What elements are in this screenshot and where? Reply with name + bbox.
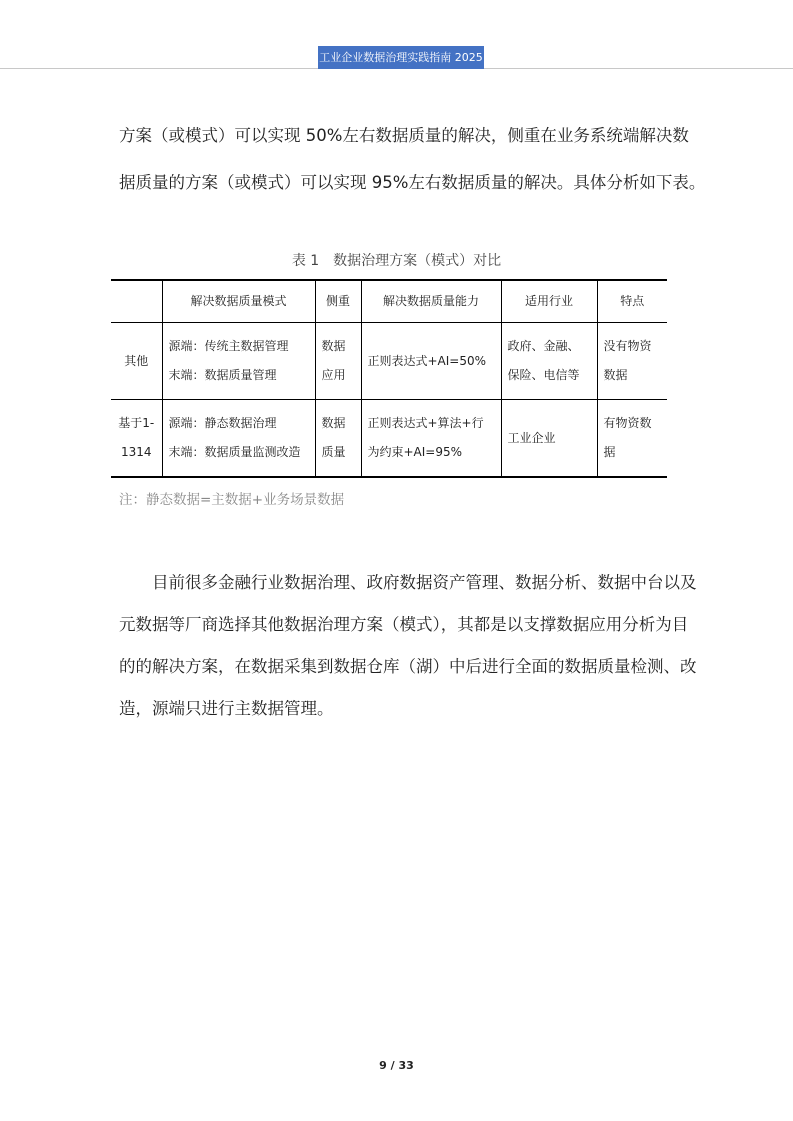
row-focus: 数据应用 (315, 323, 361, 400)
paragraph1-line: 方案（或模式）可以实现 50%左右数据质量的解决，侧重在业务系统端解决数 (119, 126, 689, 145)
header-cell: 解决数据质量模式 (162, 280, 315, 323)
header-cell: 适用行业 (501, 280, 597, 323)
row-feature: 没有物资数据 (597, 323, 667, 400)
row-capability: 正则表达式+算法+行为约束+AI=95% (361, 400, 501, 478)
row-name: 其他 (111, 323, 162, 400)
table-note: 注：静态数据=主数据+业务场景数据 (119, 492, 345, 508)
paragraph2-line: 的的解决方案，在数据采集到数据仓库（湖）中后进行全面的数据质量检测、改 (119, 657, 697, 676)
table-header-row (111, 280, 667, 323)
header-cell (111, 280, 162, 323)
row-capability: 正则表达式+AI=50% (361, 323, 501, 400)
paragraph2-line: 元数据等厂商选择其他数据治理方案（模式），其都是以支撑数据应用分析为目 (119, 615, 689, 634)
table-row (111, 400, 667, 478)
mode-source: 源端：静态数据治理 (168, 416, 277, 430)
mode-source: 源端：传统主数据管理 (168, 339, 289, 353)
paragraph2-line: 目前很多金融行业数据治理、政府数据资产管理、数据分析、数据中台以及 (119, 573, 697, 592)
table-row (111, 323, 667, 400)
header-cell: 侧重 (315, 280, 361, 323)
header-cell: 特点 (597, 280, 667, 323)
row-industry: 政府、金融、保险、电信等 (501, 323, 597, 400)
row-mode (162, 400, 315, 478)
row-industry: 工业企业 (501, 400, 597, 478)
paragraph2-line: 造，源端只进行主数据管理。 (119, 699, 334, 718)
row-feature: 有物资数据 (597, 400, 667, 478)
row-mode (162, 323, 315, 400)
header-title: 工业企业数据治理实践指南 2025 (318, 46, 484, 69)
row-name: 基于1-1314 (111, 400, 162, 478)
mode-end: 末端：数据质量监测改造 (168, 445, 301, 459)
page-number: 9 / 33 (379, 1059, 414, 1072)
mode-end: 末端：数据质量管理 (168, 368, 277, 382)
table-caption: 表 1 数据治理方案（模式）对比 (291, 253, 502, 269)
header-cell: 解决数据质量能力 (361, 280, 501, 323)
paragraph1-line: 据质量的方案（或模式）可以实现 95%左右数据质量的解决。具体分析如下表。 (119, 173, 706, 192)
comparison-table (111, 279, 667, 478)
row-focus: 数据质量 (315, 400, 361, 478)
